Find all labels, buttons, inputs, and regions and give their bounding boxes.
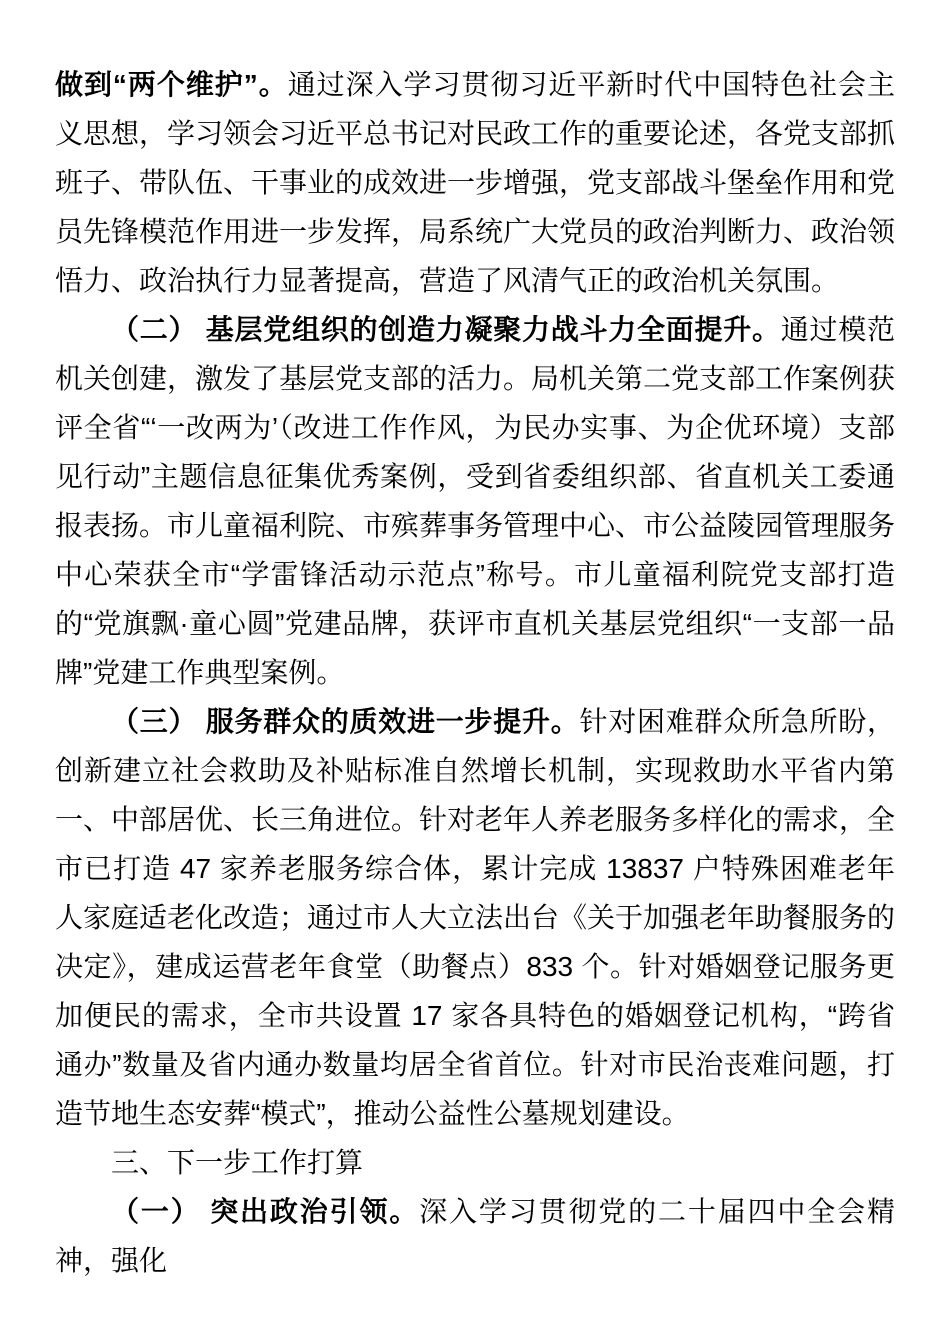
heading-text: 三、下一步工作打算 — [111, 1147, 364, 1178]
paragraph-section-three — [55, 697, 895, 1138]
paragraph-bold-lead: （三） 服务群众的质效进一步提升。 — [111, 706, 580, 737]
paragraph-section-two — [55, 305, 895, 697]
paragraph-bold-lead: 做到“两个维护”。 — [55, 69, 288, 100]
heading-next-steps — [55, 1138, 895, 1187]
paragraph-body: 深入学习贯彻党的二十届四中全会精神，强化 — [55, 1196, 895, 1276]
paragraph-political-guidance — [55, 1187, 895, 1285]
paragraph-bold-lead: （二） 基层党组织的创造力凝聚力战斗力全面提升。 — [111, 314, 781, 345]
paragraph-bold-lead: （一） 突出政治引领。 — [111, 1196, 420, 1227]
paragraph-body: 通过深入学习贯彻习近平新时代中国特色社会主义思想，学习领会习近平总书记对民政工作的重要论述，各党支部抓班子、带队伍、干事业的成效进一步增强，党支部战斗堡垒作用和党员先锋模范作用进一步发挥，局系统广大党员的政治判断力、政治领悟力、政治执行力显著提高，营造了风清气正的政治机关氛围。 — [55, 69, 896, 296]
paragraph-two-safeguards — [55, 60, 895, 305]
paragraph-body: 通过模范机关创建，激发了基层党支部的活力。局机关第二党支部工作案例获评全省“‘一改两为’（改进工作作风，为民办实事、为企优环境）支部见行动”主题信息征集优秀案例，受到省委组织部、省直机关工委通报表扬。市儿童福利院、市殡葬事务管理中心、市公益陵园管理服务中心荣获全市“学雷锋活动示范点”称号。市儿童福利院党支部打造的“党旗飘·童心圆”党建品牌，获评市直机关基层党组织“一支部一品牌”党建工作典型案例。 — [55, 314, 896, 688]
paragraph-body: 针对困难群众所急所盼，创新建立社会救助及补贴标准自然增长机制，实现救助水平省内第一、中部居优、长三角进位。针对老年人养老服务多样化的需求，全市已打造 47 家养老服务综合体，累计完成 13837 户特殊困难老年人家庭适老化改造；通过市人大立法出台《关于加强老年助餐服务的决定》，建成运营老年食堂（助餐点）833 个。针对婚姻登记服务更加便民的需求，全市共设置 17 家各具特色的婚姻登记机构，“跨省通办”数量及省内通办数量均居全省首位。针对市民治丧难问题，打造节地生态安葬“模式”，推动公益性公墓规划建设。 — [55, 706, 896, 1129]
